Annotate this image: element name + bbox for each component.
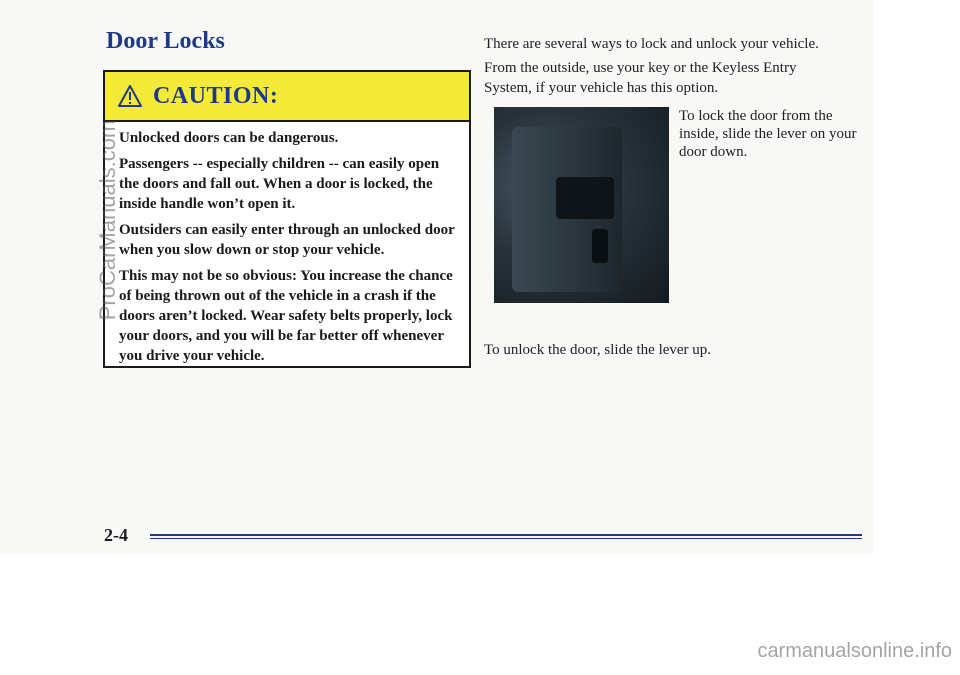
door-lever-photo (494, 107, 669, 303)
warning-triangle-icon (117, 84, 143, 108)
unlock-instruction: To unlock the door, slide the lever up. (484, 342, 712, 358)
door-handle (556, 177, 614, 219)
caution-paragraph: This may not be so obvious: You increase the chance of being thrown out of the vehicle in a crash if the doors aren’t locked. Wear safety belts properly, lock your doors, and you will be far better off whenever you drive your vehicle. (119, 268, 453, 364)
caution-box (103, 70, 471, 368)
section-title: Door Locks (106, 28, 225, 54)
bottom-watermark: carmanualsonline.info (757, 640, 952, 662)
page-number: 2-4 (104, 525, 128, 545)
lock-lever (592, 229, 608, 263)
caution-body (119, 128, 455, 372)
caution-header (105, 72, 469, 122)
footer-rule (150, 538, 862, 539)
caution-paragraph: Outsiders can easily enter through an unlocked door when you slow down or stop your vehicle. (119, 222, 455, 258)
caution-title: CAUTION: (153, 82, 279, 109)
caution-paragraph: Passengers -- especially children -- can easily open the doors and fall out. When a door is locked, the inside handle won’t open it. (119, 156, 440, 212)
side-watermark: ProCarManuals.com (95, 119, 120, 321)
caution-paragraph: Unlocked doors can be dangerous. (119, 130, 339, 146)
intro-text: There are several ways to lock and unlock your vehicle. (484, 36, 819, 52)
footer-rule (150, 534, 862, 536)
lock-instruction: To lock the door from the inside, slide the lever on your door down. (679, 108, 857, 160)
outside-text: From the outside, use your key or the Keyless Entry System, if your vehicle has this option. (484, 60, 797, 96)
